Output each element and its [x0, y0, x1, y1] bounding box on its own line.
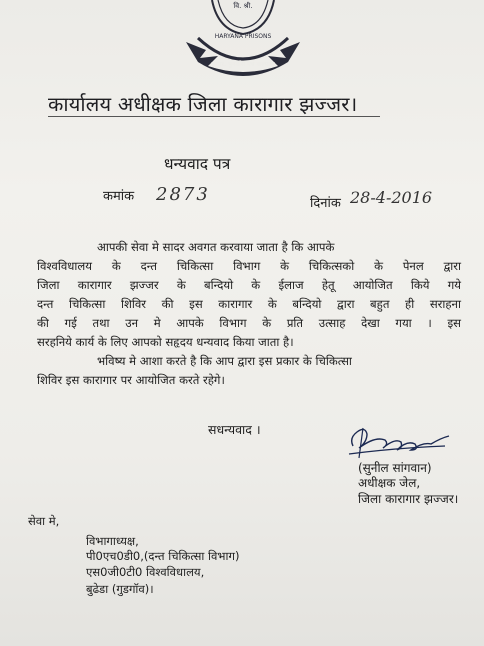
recipient-line: विभागाध्यक्ष,	[86, 534, 139, 548]
closing-text: सधन्यवाद ।	[208, 422, 261, 437]
date-label: दिनांक	[310, 196, 341, 211]
signatory-office: जिला कारागार झज्जर।	[358, 492, 459, 506]
office-heading: कार्यालय अधीक्षक जिला कारागार झज्जर।	[48, 92, 358, 116]
body-line: विश्वविधालय के दन्त चिकित्सा विभाग के चिकित्सको के पेनल द्वारा	[37, 259, 461, 273]
body-line: दन्त चिकित्सा शिविर की इस कारागार के बन्दियो द्वारा बहुत ही सराहना	[37, 297, 461, 311]
recipient-prefix: सेवा मे,	[28, 514, 60, 528]
recipient-line: एस0जी0टी0 विश्वविधालय,	[86, 565, 205, 579]
seal-ring-text: HARYANA PRISONS	[214, 33, 272, 40]
signature-image	[345, 418, 455, 464]
recipient-line: बुढेडा (गुडगॉव)।	[86, 582, 154, 596]
ref-number: 2873	[156, 184, 210, 205]
body-line: सरहनिये कार्य के लिए आपको सहृदय धन्यवाद किया जाता है।	[37, 335, 294, 349]
body-line: शिविर इस कारागार पर आयोजित करते रहेगे।	[37, 373, 225, 387]
signatory-name: (सुनील सांगवान)	[358, 461, 432, 475]
body-line: की गई तथा उन मे आपके विभाग के प्रति उत्साह देखा गया । इस	[37, 316, 461, 330]
seal-motto: सुधार, पुनर्वास एवं कल्याण	[211, 60, 275, 68]
letter-body	[37, 238, 461, 390]
heading-underline	[48, 116, 380, 117]
ref-label: कमांक	[103, 189, 135, 204]
letter-title: धन्यवाद पत्र	[164, 155, 231, 173]
seal-top-text: वि. श्री.	[233, 2, 253, 10]
signatory-designation: अधीक्षक जेल,	[358, 476, 421, 490]
body-line: आपकी सेवा मे सादर अवगत करवाया जाता है कि आपके	[97, 240, 335, 254]
date-value: 28-4-2016	[350, 188, 433, 207]
recipient-line: पी0एच0डी0,(दन्त चिकित्सा विभाग)	[86, 549, 240, 563]
haryana-prisons-seal	[178, 0, 308, 88]
body-line: जिला कारागार झज्जर के बन्दियो के ईलाज हेतू आयोजित किये गये	[37, 278, 461, 292]
body-line: भविष्य मे आशा करते है कि आप द्वारा इस प्रकार के चिकित्सा	[97, 354, 352, 368]
